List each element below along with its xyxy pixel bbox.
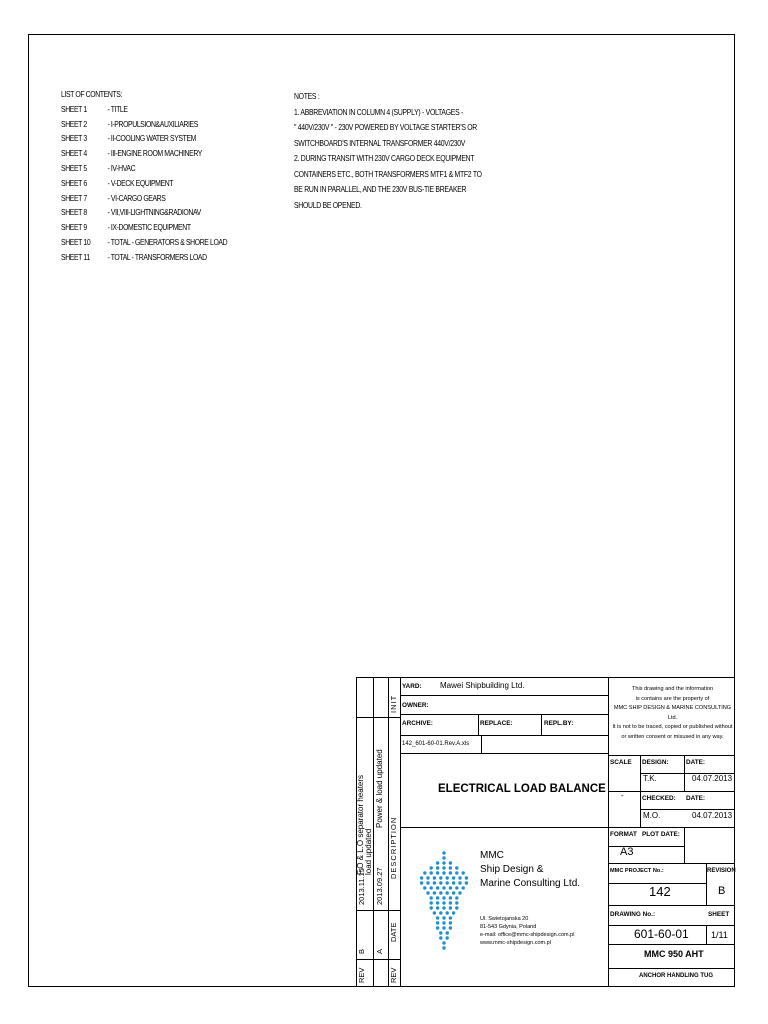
contents-row bbox=[61, 118, 227, 133]
copyright-notice: This drawing and the information is contains are the property of MMC SHIP DESIGN & MARINE CONSULTING Ltd. It is not to be traced, copied or published without or written consent or misused in any way. bbox=[612, 686, 733, 740]
vessel-type: ANCHOR HANDLING TUG bbox=[639, 973, 713, 979]
design-value: T.K. bbox=[643, 774, 657, 783]
init-header: INIT bbox=[389, 694, 398, 713]
contents-sheet: SHEET 1 bbox=[61, 104, 87, 114]
contents-title: - IX-DOMESTIC EQUIPMENT bbox=[107, 223, 191, 233]
note-line: SHOULD BE OPENED. bbox=[294, 199, 362, 210]
contents-row bbox=[61, 221, 227, 236]
format-label: FORMAT bbox=[610, 831, 637, 838]
rev-b: B bbox=[357, 948, 366, 954]
contents-sheet: SHEET 11 bbox=[61, 252, 90, 262]
project-label: MMC PROJECT No.: bbox=[610, 868, 664, 874]
date-header: DATE bbox=[389, 922, 398, 942]
yard-label: YARD: bbox=[402, 683, 422, 690]
contents-row bbox=[61, 147, 227, 162]
contents-title: - VII,VIII-LIGHTNING&RADIONAV bbox=[107, 208, 201, 218]
checked-date-label: DATE: bbox=[686, 795, 706, 802]
contents-sheet: SHEET 8 bbox=[61, 208, 87, 218]
contents-sheet: SHEET 3 bbox=[61, 134, 87, 144]
owner-label: OWNER: bbox=[402, 702, 429, 709]
rev-b-date: 2013.11.15 bbox=[357, 868, 366, 905]
yard-value: Mawei Shipbuilding Ltd. bbox=[440, 681, 525, 690]
contents-title: - IV-HVAC bbox=[107, 163, 136, 173]
contents-title: - I-PROPULSION&AUXILIARIES bbox=[107, 119, 198, 129]
project-value: 142 bbox=[649, 884, 671, 899]
replby-label: REPL.BY: bbox=[544, 720, 574, 727]
rev-a: A bbox=[375, 948, 384, 954]
rev-a-date: 2013.09.27 bbox=[375, 867, 384, 905]
date-label: DATE: bbox=[686, 759, 706, 766]
contents-row bbox=[61, 236, 227, 251]
rev-b-desc: F.O & L.O separator heaters load updated bbox=[356, 774, 373, 875]
notes bbox=[294, 89, 482, 213]
contents-row bbox=[61, 162, 227, 177]
company-name: MMC Ship Design & Marine Consulting Ltd. bbox=[480, 850, 581, 889]
format-value: A3 bbox=[620, 846, 634, 858]
drawing-label: DRAWING No.: bbox=[610, 911, 656, 918]
contents-row bbox=[61, 177, 227, 192]
archive-file: 142_601-60-01.Rev.A.xls bbox=[402, 741, 470, 747]
contents-sheet: SHEET 4 bbox=[61, 149, 87, 159]
contents-title: - TOTAL - GENERATORS & SHORE LOAD bbox=[107, 237, 228, 247]
contents-heading: LIST OF CONTENTS: bbox=[61, 90, 122, 99]
contents-title: - TITLE bbox=[107, 104, 128, 114]
contents-title: - TOTAL - TRANSFORMERS LOAD bbox=[107, 252, 207, 262]
contents-row bbox=[61, 192, 227, 207]
sheet-label: SHEET bbox=[708, 911, 730, 918]
contents-title: - VI-CARGO GEARS bbox=[107, 193, 166, 203]
title-block bbox=[356, 677, 735, 987]
vessel-name: MMC 950 AHT bbox=[644, 949, 704, 959]
revision-value: B bbox=[718, 885, 726, 897]
scale-value: - bbox=[621, 791, 624, 800]
contents-sheet: SHEET 5 bbox=[61, 163, 87, 173]
company-address: Ul. Swietojanska 20 81-543 Gdynia, Poland e-mail: office@mmc-shipdesign.com.pl www.mmc-shipdesign.com.pl bbox=[480, 916, 575, 946]
list-of-contents bbox=[61, 88, 227, 266]
design-label: DESIGN: bbox=[642, 759, 669, 766]
revision-label: REVISION bbox=[707, 868, 736, 874]
contents-row bbox=[61, 251, 227, 266]
contents-row bbox=[61, 132, 227, 147]
plot-date-label: PLOT DATE: bbox=[642, 831, 680, 838]
drawing-number: 601-60-01 bbox=[634, 927, 689, 941]
design-date: 04.07.2013 bbox=[692, 774, 733, 783]
note-line: BE RUN IN PARALLEL, AND THE 230V BUS-TIE BREAKER bbox=[294, 184, 467, 194]
note-line: CONTAINERS ETC., BOTH TRANSFORMERS MTF1 & MTF2 TO bbox=[294, 168, 482, 179]
archive-label: ARCHIVE: bbox=[402, 720, 433, 727]
description-header: DESCRIPTION bbox=[389, 816, 398, 879]
note-line: " 440V/230V " - 230V POWERED BY VOLTAGE STARTER'S OR bbox=[294, 122, 477, 132]
contents-row bbox=[61, 206, 227, 221]
drawing-title: ELECTRICAL LOAD BALANCE bbox=[438, 783, 606, 795]
sheet-value: 1/11 bbox=[711, 930, 728, 940]
note-line: 1. ABBREVIATION IN COLUMN 4 (SUPPLY) - VOLTAGES - bbox=[294, 106, 463, 117]
contents-title: - II-COOLING WATER SYSTEM bbox=[107, 134, 197, 144]
note-line: 2. DURING TRANSIT WITH 230V CARGO DECK EQUIPMENT bbox=[294, 153, 475, 163]
rev-header: REV bbox=[357, 967, 366, 983]
contents-sheet: SHEET 6 bbox=[61, 178, 87, 188]
rev-col-rev: REV bbox=[389, 967, 398, 983]
contents-sheet: SHEET 10 bbox=[61, 237, 91, 247]
checked-value: M.O. bbox=[643, 811, 661, 820]
company-logo-icon bbox=[408, 845, 488, 955]
contents-sheet: SHEET 7 bbox=[61, 193, 87, 203]
replace-label: REPLACE: bbox=[480, 720, 513, 727]
rev-a-desc: Power & load updated bbox=[375, 749, 384, 828]
note-line: SWITCHBOARD'S INTERNAL TRANSFORMER 440V/230V bbox=[294, 137, 466, 148]
contents-row bbox=[61, 103, 227, 118]
notes-heading: NOTES : bbox=[294, 91, 320, 101]
contents-sheet: SHEET 2 bbox=[61, 119, 87, 129]
scale-label: SCALE bbox=[610, 759, 632, 766]
contents-title: - III-ENGINE ROOM MACHINERY bbox=[107, 149, 202, 159]
checked-label: CHECKED: bbox=[642, 795, 676, 802]
contents-title: - V-DECK EQUIPMENT bbox=[107, 178, 174, 188]
contents-sheet: SHEET 9 bbox=[61, 223, 87, 233]
checked-date: 04.07.2013 bbox=[692, 811, 733, 820]
